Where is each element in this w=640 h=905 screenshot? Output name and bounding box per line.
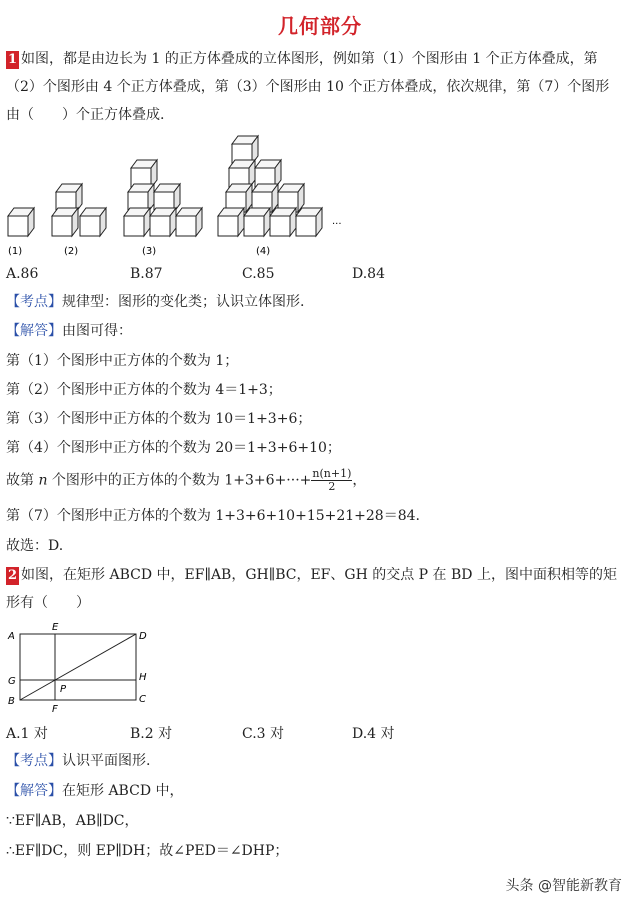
q2-rectangle-figure [0,620,160,715]
q1-option-b: B.87 [130,266,163,282]
point-c: C [139,694,146,705]
point-f: F [52,704,58,715]
q2-option-d: D.4 对 [352,726,395,742]
q1-cube-figures [0,132,360,260]
q1-stem-line1: 1 如图，都是由边长为 1 的正方体叠成的立体图形，例如第（1）个图形由 1 个正方体叠成，第 [8,51,598,67]
q1-step-2: 第（2）个图形中正方体的个数为 4＝1+3； [6,382,282,398]
point-e: E [52,622,59,633]
q1-step-3: 第（3）个图形中正方体的个数为 10＝1+3+6； [6,411,312,427]
q2-option-a: A.1 对 [6,726,48,742]
figure-label-1: (1) [8,246,23,257]
point-b: B [8,696,15,707]
formula-fraction: $\frac{n(n+1)}{2}$ [312,467,352,493]
q1-option-d: D.84 [352,266,385,282]
point-p: P [60,684,67,695]
point-g: G [8,676,16,687]
q2-kaodian: 【考点】认识平面图形. [6,753,151,769]
q1-step-1: 第（1）个图形中正方体的个数为 1； [6,353,239,369]
q2-therefore: ∴EF∥DC，则 EP∥DH；故∠PED＝∠DHP； [6,843,289,859]
q2-because: ∵EF∥AB，AB∥DC， [6,813,139,829]
q1-answer: 故选：D. [6,538,64,554]
q2-option-c: C.3 对 [242,726,285,742]
figure-label-4: (4) [256,246,271,257]
q1-option-a: A.86 [6,266,39,282]
watermark: 头条 @智能新教育 [505,878,622,894]
q1-kaodian: 【考点】规律型：图形的变化类；认识立体图形. [6,294,305,310]
page-title: 几何部分 [278,14,362,38]
point-a: A [8,631,15,642]
q1-number: 1 [8,52,18,67]
q1-general-formula: 故第 n 个图形中的正方体的个数为 1+3+6+···+ $\frac{n(n+1)}{2}$ ， [6,467,367,493]
q1-stem-line2: （2）个图形由 4 个正方体叠成，第（3）个图形由 10 个正方体叠成，依次规律，第（7）个图形 [6,79,610,95]
point-d: D [139,631,147,642]
q1-stem-line3: 由（ ）个正方体叠成. [6,107,165,123]
point-h: H [139,672,147,683]
q2-option-b: B.2 对 [130,726,173,742]
q2-number: 2 [8,568,18,583]
q2-jieda: 【解答】在矩形 ABCD 中， [6,783,184,799]
q2-stem-line2: 形有（ ） [6,595,90,611]
figure-ellipsis: ... [332,216,342,227]
q1-option-c: C.85 [242,266,275,282]
q1-step-7: 第（7）个图形中正方体的个数为 1+3+6+10+15+21+28＝84. [6,508,420,524]
q2-stem-line1: 2 如图，在矩形 ABCD 中，EF∥AB，GH∥BC，EF、GH 的交点 P 在 BD 上，图中面积相等的矩 [8,567,617,583]
figure-label-2: (2) [64,246,79,257]
q1-jieda: 【解答】由图可得： [6,323,132,339]
figure-label-3: (3) [142,246,157,257]
q1-step-4: 第（4）个图形中正方体的个数为 20＝1+3+6+10； [6,440,341,456]
